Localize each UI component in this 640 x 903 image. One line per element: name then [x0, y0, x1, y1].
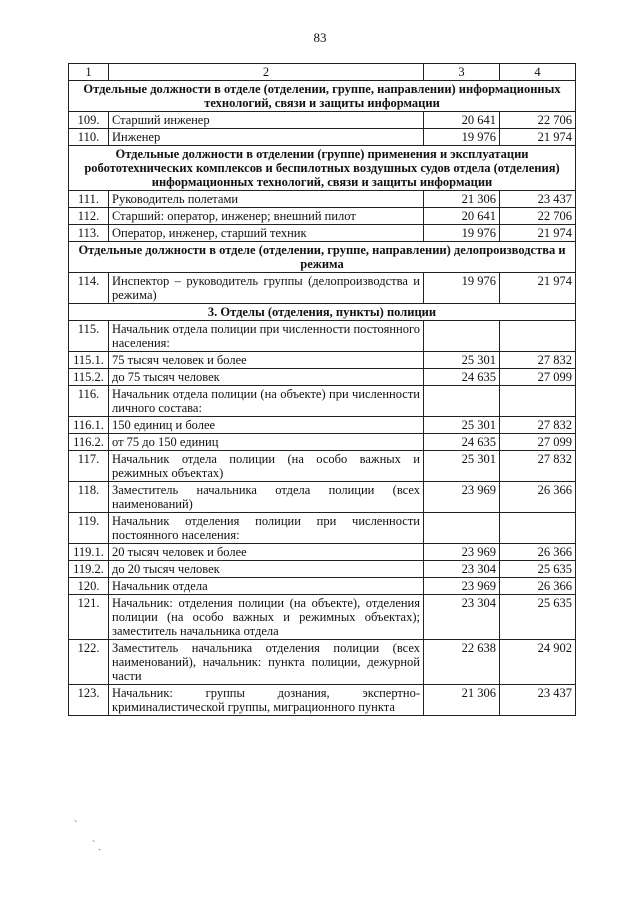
- table-row: [69, 685, 576, 716]
- salary-value-increased: [500, 321, 576, 352]
- salary-value-increased: 27 099: [500, 434, 576, 451]
- salary-value-increased: 24 902: [500, 640, 576, 685]
- table-row: [69, 321, 576, 352]
- salary-value: 19 976: [424, 129, 500, 146]
- table-row: [69, 482, 576, 513]
- row-number: 116.1.: [69, 417, 109, 434]
- position-name: Заместитель начальника отделения полиции (всех наименований), начальник: пункта полиции, дежурной части: [109, 640, 424, 685]
- salary-value: 19 976: [424, 273, 500, 304]
- position-name: 150 единиц и более: [109, 417, 424, 434]
- salary-value-increased: 25 635: [500, 561, 576, 578]
- position-name: до 75 тысяч человек: [109, 369, 424, 386]
- position-name: Заместитель начальника отдела полиции (всех наименований): [109, 482, 424, 513]
- position-name: 75 тысяч человек и более: [109, 352, 424, 369]
- table-row: [69, 561, 576, 578]
- row-number: 119.1.: [69, 544, 109, 561]
- section-header: Отдельные должности в отделении (группе) применения и эксплуатации робототехнических комплексов и беспилотных воздушных судов отдела (отделения) информационных технологий, связи и защиты информации: [69, 146, 576, 191]
- position-name: Начальник отдела: [109, 578, 424, 595]
- position-name: Старший: оператор, инженер; внешний пилот: [109, 208, 424, 225]
- salary-value-increased: 23 437: [500, 191, 576, 208]
- position-name: 20 тысяч человек и более: [109, 544, 424, 561]
- salary-value: [424, 513, 500, 544]
- salary-value: 20 641: [424, 112, 500, 129]
- position-name: Начальник: группы дознания, экспертно-криминалистической группы, миграционного пункта: [109, 685, 424, 716]
- salary-value-increased: 22 706: [500, 112, 576, 129]
- section-header: Отдельные должности в отделе (отделении, группе, направлении) делопроизводства и режима: [69, 242, 576, 273]
- table-row: [69, 386, 576, 417]
- position-name: Начальник отделения полиции при численности постоянного населения:: [109, 513, 424, 544]
- position-name: Оператор, инженер, старший техник: [109, 225, 424, 242]
- table-row: [69, 578, 576, 595]
- position-name: до 20 тысяч человек: [109, 561, 424, 578]
- position-name: Начальник отдела полиции (на объекте) при численности личного состава:: [109, 386, 424, 417]
- salary-value-increased: 21 974: [500, 225, 576, 242]
- row-number: 123.: [69, 685, 109, 716]
- row-number: 114.: [69, 273, 109, 304]
- section-header-row: [69, 242, 576, 273]
- position-name: Начальник: отделения полиции (на объекте), отделения полиции (на особо важных и режимных объектах); заместитель начальника отдела: [109, 595, 424, 640]
- salary-value: 23 969: [424, 482, 500, 513]
- section-header-row: [69, 81, 576, 112]
- position-name: от 75 до 150 единиц: [109, 434, 424, 451]
- table-row: [69, 191, 576, 208]
- column-header-3: 3: [424, 64, 500, 81]
- position-name: Инженер: [109, 129, 424, 146]
- table-row: [69, 208, 576, 225]
- salary-value: 23 304: [424, 595, 500, 640]
- row-number: 119.: [69, 513, 109, 544]
- position-name: Начальник отдела полиции при численности постоянного населения:: [109, 321, 424, 352]
- section-header: 3. Отделы (отделения, пункты) полиции: [69, 304, 576, 321]
- salary-value-increased: 26 366: [500, 482, 576, 513]
- salary-value-increased: 25 635: [500, 595, 576, 640]
- table-row: [69, 369, 576, 386]
- pen-mark: ˋ: [74, 820, 78, 831]
- salary-value: 24 635: [424, 369, 500, 386]
- table-row: [69, 451, 576, 482]
- salary-value: 21 306: [424, 685, 500, 716]
- table-row: [69, 544, 576, 561]
- salary-value: 20 641: [424, 208, 500, 225]
- salary-value: 22 638: [424, 640, 500, 685]
- salary-value: 23 969: [424, 544, 500, 561]
- salary-value: [424, 321, 500, 352]
- position-name: Инспектор – руководитель группы (делопроизводства и режима): [109, 273, 424, 304]
- row-number: 122.: [69, 640, 109, 685]
- row-number: 117.: [69, 451, 109, 482]
- pen-mark: ˋ ˏ: [92, 840, 102, 851]
- section-header-row: [69, 146, 576, 191]
- salary-value-increased: 21 974: [500, 129, 576, 146]
- column-header-1: 1: [69, 64, 109, 81]
- table-row: [69, 129, 576, 146]
- row-number: 115.1.: [69, 352, 109, 369]
- salary-value-increased: [500, 513, 576, 544]
- table-row: [69, 417, 576, 434]
- row-number: 118.: [69, 482, 109, 513]
- position-name: Руководитель полетами: [109, 191, 424, 208]
- row-number: 115.: [69, 321, 109, 352]
- table-row: [69, 513, 576, 544]
- row-number: 111.: [69, 191, 109, 208]
- salary-value-increased: 27 832: [500, 352, 576, 369]
- salary-value-increased: 21 974: [500, 273, 576, 304]
- row-number: 115.2.: [69, 369, 109, 386]
- salary-value: 25 301: [424, 417, 500, 434]
- salary-value-increased: 23 437: [500, 685, 576, 716]
- table-row: [69, 640, 576, 685]
- salary-value: [424, 386, 500, 417]
- salary-value: 23 304: [424, 561, 500, 578]
- position-name: Старший инженер: [109, 112, 424, 129]
- salary-value-increased: [500, 386, 576, 417]
- salary-value-increased: 27 832: [500, 451, 576, 482]
- table-row: [69, 273, 576, 304]
- table-row: [69, 225, 576, 242]
- row-number: 113.: [69, 225, 109, 242]
- salary-value-increased: 27 832: [500, 417, 576, 434]
- salary-value: 25 301: [424, 451, 500, 482]
- row-number: 116.: [69, 386, 109, 417]
- salary-value: 24 635: [424, 434, 500, 451]
- table-row: [69, 595, 576, 640]
- table-row: [69, 434, 576, 451]
- section-header-row: [69, 304, 576, 321]
- column-header-2: 2: [109, 64, 424, 81]
- row-number: 121.: [69, 595, 109, 640]
- salary-value-increased: 26 366: [500, 578, 576, 595]
- position-name: Начальник отдела полиции (на особо важных и режимных объектах): [109, 451, 424, 482]
- salary-value-increased: 26 366: [500, 544, 576, 561]
- table-row: [69, 112, 576, 129]
- section-header: Отдельные должности в отделе (отделении, группе, направлении) информационных технологий, связи и защиты информации: [69, 81, 576, 112]
- salary-value: 25 301: [424, 352, 500, 369]
- salary-table: [68, 63, 576, 716]
- column-header-row: [69, 64, 576, 81]
- salary-value: 23 969: [424, 578, 500, 595]
- table-row: [69, 352, 576, 369]
- column-header-4: 4: [500, 64, 576, 81]
- row-number: 119.2.: [69, 561, 109, 578]
- salary-value-increased: 22 706: [500, 208, 576, 225]
- page-number: 83: [313, 30, 327, 45]
- row-number: 112.: [69, 208, 109, 225]
- row-number: 120.: [69, 578, 109, 595]
- row-number: 109.: [69, 112, 109, 129]
- row-number: 116.2.: [69, 434, 109, 451]
- salary-value: 19 976: [424, 225, 500, 242]
- row-number: 110.: [69, 129, 109, 146]
- salary-value: 21 306: [424, 191, 500, 208]
- salary-value-increased: 27 099: [500, 369, 576, 386]
